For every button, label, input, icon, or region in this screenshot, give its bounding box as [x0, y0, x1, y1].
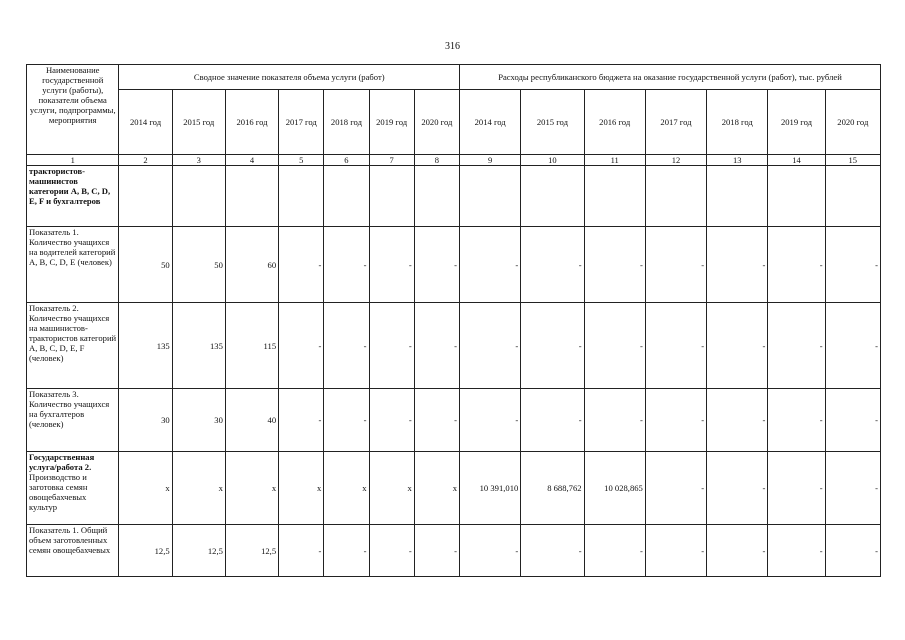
row-name-cell — [27, 452, 119, 525]
value-cell: - — [369, 525, 414, 577]
year-header: 2019 год — [768, 90, 825, 155]
column-index: 1 — [27, 155, 119, 166]
value-cell: - — [645, 303, 706, 389]
table-row — [27, 525, 881, 577]
column-index: 6 — [324, 155, 369, 166]
value-cell: - — [707, 303, 768, 389]
value-cell: - — [369, 303, 414, 389]
year-header: 2020 год — [825, 90, 880, 155]
table-row — [27, 452, 881, 525]
value-cell — [369, 166, 414, 227]
value-cell: 135 — [172, 303, 225, 389]
value-cell: 10 028,865 — [584, 452, 645, 525]
value-cell: - — [584, 227, 645, 303]
name-column-header: Наименование государственной услуги (работы), показатели объема услуги, подпрограммы, мероприятия — [27, 65, 119, 155]
column-index: 4 — [225, 155, 278, 166]
column-index: 9 — [460, 155, 521, 166]
year-header: 2018 год — [707, 90, 768, 155]
page-number: 316 — [445, 41, 460, 52]
value-cell: 10 391,010 — [460, 452, 521, 525]
value-cell — [521, 166, 584, 227]
value-cell: - — [369, 227, 414, 303]
value-cell: - — [460, 525, 521, 577]
value-cell: - — [707, 452, 768, 525]
value-cell: - — [460, 227, 521, 303]
value-cell: - — [414, 227, 459, 303]
column-index: 11 — [584, 155, 645, 166]
value-cell: - — [279, 525, 324, 577]
value-cell: 12,5 — [119, 525, 172, 577]
value-cell: 60 — [225, 227, 278, 303]
value-cell: - — [521, 525, 584, 577]
value-cell: - — [825, 303, 880, 389]
row-name: трактористов-машинистов категории A, B, C, D, E, F и бухгалтеров — [29, 166, 111, 206]
row-name-cell — [27, 227, 119, 303]
value-cell: - — [645, 227, 706, 303]
column-index: 8 — [414, 155, 459, 166]
column-index: 14 — [768, 155, 825, 166]
value-cell: - — [279, 227, 324, 303]
row-name-cell — [27, 525, 119, 577]
value-cell: - — [414, 525, 459, 577]
year-header: 2015 год — [521, 90, 584, 155]
value-cell: - — [460, 303, 521, 389]
value-cell: 50 — [119, 227, 172, 303]
row-name: Показатель 2. Количество учащихся на машинистов-трактористов категорий A, B, C, D, E, F (человек) — [29, 303, 117, 363]
row-name-bold: Государственная услуга/работа 2. — [29, 452, 95, 472]
value-cell: - — [825, 525, 880, 577]
year-header: 2016 год — [584, 90, 645, 155]
value-cell: - — [369, 389, 414, 452]
column-index: 5 — [279, 155, 324, 166]
value-cell: - — [521, 227, 584, 303]
value-cell: - — [279, 389, 324, 452]
row-name: Показатель 1. Общий объем заготовленных семян овощебахчевых — [29, 525, 111, 555]
value-cell: - — [584, 525, 645, 577]
year-header: 2015 год — [172, 90, 225, 155]
value-cell: 12,5 — [172, 525, 225, 577]
value-cell: x — [225, 452, 278, 525]
value-cell: - — [324, 525, 369, 577]
year-header: 2020 год — [414, 90, 459, 155]
column-index: 7 — [369, 155, 414, 166]
year-header: 2017 год — [645, 90, 706, 155]
value-cell: - — [521, 389, 584, 452]
expenses-group-header: Расходы республиканского бюджета на оказание государственной услуги (работ), тыс. рублей — [460, 65, 881, 90]
value-cell: - — [825, 389, 880, 452]
value-cell — [414, 166, 459, 227]
column-index: 13 — [707, 155, 768, 166]
value-cell: - — [768, 389, 825, 452]
year-header: 2019 год — [369, 90, 414, 155]
value-cell — [172, 166, 225, 227]
value-cell: - — [584, 389, 645, 452]
value-cell: - — [707, 227, 768, 303]
value-cell: - — [825, 227, 880, 303]
value-cell: - — [768, 452, 825, 525]
value-cell: - — [645, 452, 706, 525]
year-header: 2014 год — [460, 90, 521, 155]
value-cell: - — [707, 525, 768, 577]
value-cell: x — [119, 452, 172, 525]
value-cell: - — [768, 303, 825, 389]
value-cell — [584, 166, 645, 227]
value-cell: x — [324, 452, 369, 525]
value-cell: - — [324, 227, 369, 303]
column-index: 12 — [645, 155, 706, 166]
value-cell — [645, 166, 706, 227]
year-header: 2014 год — [119, 90, 172, 155]
value-cell: - — [279, 303, 324, 389]
value-cell: - — [414, 303, 459, 389]
value-cell: 115 — [225, 303, 278, 389]
value-cell: 12,5 — [225, 525, 278, 577]
year-header: 2018 год — [324, 90, 369, 155]
value-cell: x — [414, 452, 459, 525]
value-cell: - — [645, 525, 706, 577]
row-name: Показатель 1. Количество учащихся на водителей категорий A, B, C, D, E (человек) — [29, 227, 116, 267]
row-name-cell — [27, 166, 119, 227]
value-cell — [225, 166, 278, 227]
value-cell — [460, 166, 521, 227]
table-row — [27, 227, 881, 303]
value-cell: 40 — [225, 389, 278, 452]
value-cell: - — [825, 452, 880, 525]
value-cell — [119, 166, 172, 227]
value-cell: - — [521, 303, 584, 389]
column-index: 15 — [825, 155, 880, 166]
value-cell: - — [414, 389, 459, 452]
value-cell — [825, 166, 880, 227]
value-cell: - — [645, 389, 706, 452]
value-cell: - — [460, 389, 521, 452]
table-row — [27, 303, 881, 389]
value-cell: 50 — [172, 227, 225, 303]
column-index: 10 — [521, 155, 584, 166]
value-cell: - — [324, 389, 369, 452]
row-name: Производство и заготовка семян овощебахчевых культур — [29, 472, 88, 512]
column-index: 3 — [172, 155, 225, 166]
value-cell: - — [707, 389, 768, 452]
value-cell: - — [768, 227, 825, 303]
column-index: 2 — [119, 155, 172, 166]
year-header: 2016 год — [225, 90, 278, 155]
row-name: Показатель 3. Количество учащихся на бухгалтеров (человек) — [29, 389, 110, 429]
value-cell: 8 688,762 — [521, 452, 584, 525]
value-cell: x — [279, 452, 324, 525]
row-name-cell — [27, 303, 119, 389]
value-cell: - — [324, 303, 369, 389]
table-row — [27, 166, 881, 227]
year-header: 2017 год — [279, 90, 324, 155]
value-cell: x — [369, 452, 414, 525]
value-cell — [279, 166, 324, 227]
row-name-cell — [27, 389, 119, 452]
budget-table — [26, 64, 881, 577]
value-cell: - — [768, 525, 825, 577]
value-cell: 30 — [119, 389, 172, 452]
value-cell — [707, 166, 768, 227]
value-cell: 135 — [119, 303, 172, 389]
value-cell — [768, 166, 825, 227]
table-body — [27, 166, 881, 577]
volume-group-header: Сводное значение показателя объема услуги (работ) — [119, 65, 460, 90]
value-cell: x — [172, 452, 225, 525]
column-index-row — [27, 155, 881, 166]
value-cell: - — [584, 303, 645, 389]
table-row — [27, 389, 881, 452]
value-cell: 30 — [172, 389, 225, 452]
value-cell — [324, 166, 369, 227]
